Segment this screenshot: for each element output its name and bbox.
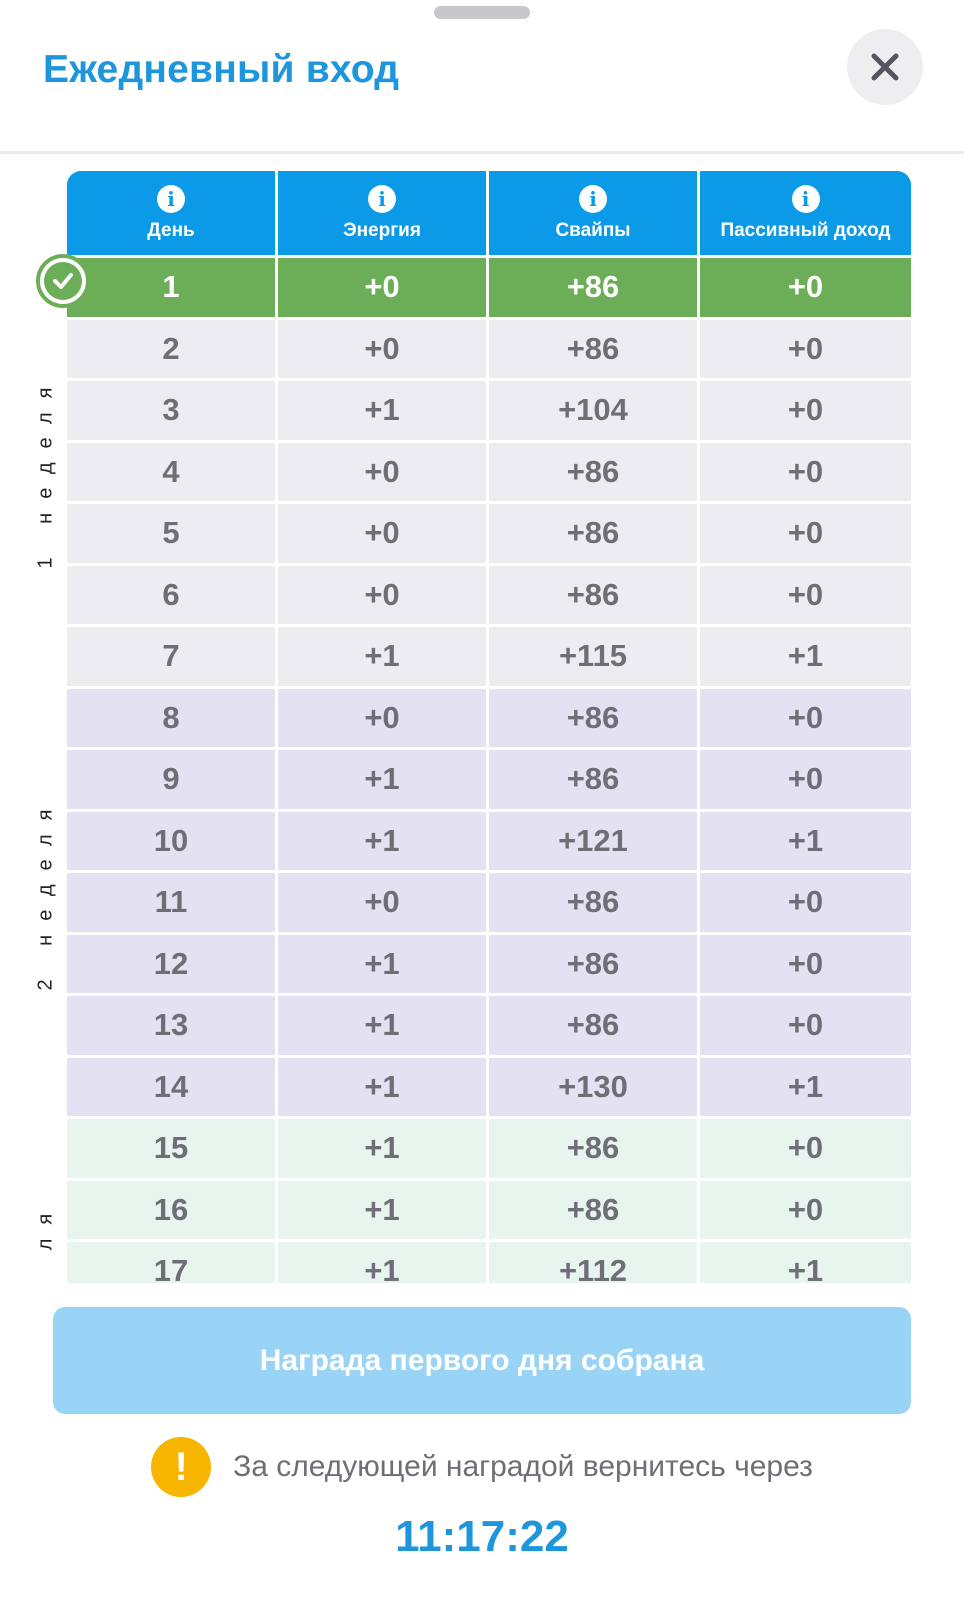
table-cell: +0: [278, 320, 489, 379]
table-row: [67, 1181, 911, 1243]
table-cell: +121: [489, 812, 700, 871]
table-cell: +1: [700, 1242, 911, 1283]
table-row: [67, 566, 911, 628]
table-cell: +1: [700, 627, 911, 686]
table-cell: +86: [489, 566, 700, 625]
table-row: [67, 1119, 911, 1181]
table-cell: +0: [700, 996, 911, 1055]
table-cell: +1: [278, 935, 489, 994]
table-cell: +1: [278, 1242, 489, 1283]
table-header-row: [67, 171, 911, 255]
table-cell: 2: [67, 320, 278, 379]
table-row: [67, 935, 911, 997]
table-cell: 1: [67, 258, 278, 317]
table-cell: +86: [489, 935, 700, 994]
table-cell: 6: [67, 566, 278, 625]
table-cell: +0: [700, 504, 911, 563]
table-cell: +86: [489, 320, 700, 379]
table-cell: +112: [489, 1242, 700, 1283]
rewards-table-scroll[interactable]: i День i Энергия i Свайпы i Пассивный доход 1 +0 +86 +0 2 +0 +86 +0 3 +1 +104 +0 4 +0 +86 +0 5 +0 +86 +0 6 +0 +86 +0 7 +1 +115 +1 8 +0 +86 +0 9 +1 +86 +0 10 +1 +121 +1 11 +0 +86 +0 12 +1 +86 +0 13 +1 +86 +0 14 +1 +130 +1 15 +1 +86 +0 16 +1 +86 +0 17 +1 +112 +1 1 неделя 2 неделя ля: [0, 171, 964, 1283]
column-header-label: День: [147, 219, 195, 241]
table-cell: +86: [489, 504, 700, 563]
table-cell: +0: [278, 258, 489, 317]
table-cell: 5: [67, 504, 278, 563]
table-cell: +0: [700, 1119, 911, 1178]
table-cell: +86: [489, 750, 700, 809]
table-cell: +0: [700, 935, 911, 994]
table-cell: +86: [489, 996, 700, 1055]
column-header-label: Энергия: [343, 219, 421, 241]
table-cell: +0: [278, 443, 489, 502]
table-cell: +1: [700, 812, 911, 871]
table-row: [67, 443, 911, 505]
info-icon[interactable]: i: [157, 185, 185, 213]
table-cell: 11: [67, 873, 278, 932]
table-cell: +1: [278, 750, 489, 809]
table-row: [67, 812, 911, 874]
table-cell: 7: [67, 627, 278, 686]
info-icon[interactable]: i: [792, 185, 820, 213]
table-row: [67, 320, 911, 382]
table-cell: +86: [489, 873, 700, 932]
table-cell: +86: [489, 689, 700, 748]
table-cell: +1: [278, 812, 489, 871]
table-row: [67, 873, 911, 935]
table-body: [67, 258, 911, 1283]
table-cell: +0: [700, 750, 911, 809]
table-cell: 10: [67, 812, 278, 871]
table-row: [67, 689, 911, 751]
info-icon[interactable]: i: [579, 185, 607, 213]
table-cell: 15: [67, 1119, 278, 1178]
table-cell: +1: [278, 1058, 489, 1117]
table-cell: +1: [278, 1119, 489, 1178]
warning-icon: !: [151, 1437, 211, 1497]
column-header: [278, 171, 489, 255]
table-cell: +104: [489, 381, 700, 440]
table-row: [67, 504, 911, 566]
notice-text: За следующей наградой вернитесь через: [233, 1450, 813, 1483]
table-cell: +0: [700, 320, 911, 379]
page-title: Ежедневный вход: [43, 48, 400, 91]
column-header: [700, 171, 911, 255]
table-cell: +0: [700, 443, 911, 502]
table-row: [67, 627, 911, 689]
column-header-label: Пассивный доход: [720, 219, 891, 241]
table-cell: +0: [700, 689, 911, 748]
countdown-timer: 11:17:22: [395, 1512, 569, 1561]
table-cell: +0: [278, 566, 489, 625]
info-icon[interactable]: i: [368, 185, 396, 213]
table-cell: 8: [67, 689, 278, 748]
close-icon: [870, 52, 900, 82]
close-button[interactable]: [847, 29, 923, 105]
table-cell: 12: [67, 935, 278, 994]
table-row: [67, 996, 911, 1058]
table-cell: +0: [700, 258, 911, 317]
table-cell: 13: [67, 996, 278, 1055]
table-cell: 4: [67, 443, 278, 502]
table-cell: +86: [489, 443, 700, 502]
table-cell: +1: [278, 996, 489, 1055]
table-cell: 9: [67, 750, 278, 809]
table-cell: +1: [700, 1058, 911, 1117]
column-header: [67, 171, 278, 255]
table-cell: 16: [67, 1181, 278, 1240]
table-cell: +1: [278, 381, 489, 440]
table-cell: +86: [489, 1119, 700, 1178]
table-cell: +130: [489, 1058, 700, 1117]
table-cell: +0: [700, 381, 911, 440]
reward-claimed-button[interactable]: Награда первого дня собрана: [53, 1307, 911, 1414]
next-reward-notice: [0, 1436, 964, 1498]
table-row: [67, 1058, 911, 1120]
table-cell: 17: [67, 1242, 278, 1283]
table-cell: +0: [278, 689, 489, 748]
table-cell: +1: [278, 1181, 489, 1240]
table-row: [67, 750, 911, 812]
table-cell: +0: [700, 566, 911, 625]
table-row: [67, 381, 911, 443]
rewards-table: [67, 171, 911, 1283]
table-cell: +115: [489, 627, 700, 686]
drag-handle[interactable]: [434, 6, 530, 19]
table-cell: +0: [278, 873, 489, 932]
table-cell: 3: [67, 381, 278, 440]
table-cell: +0: [700, 1181, 911, 1240]
table-row: [67, 1242, 911, 1283]
table-cell: +0: [700, 873, 911, 932]
day-completed-badge: [36, 254, 90, 308]
checkmark-icon: [51, 269, 75, 293]
column-header-label: Свайпы: [555, 219, 631, 241]
table-cell: +86: [489, 1181, 700, 1240]
column-header: [489, 171, 700, 255]
header-divider: [0, 151, 964, 154]
table-cell: +0: [278, 504, 489, 563]
table-cell: +86: [489, 258, 700, 317]
table-row: [67, 258, 911, 320]
table-cell: +1: [278, 627, 489, 686]
table-cell: 14: [67, 1058, 278, 1117]
